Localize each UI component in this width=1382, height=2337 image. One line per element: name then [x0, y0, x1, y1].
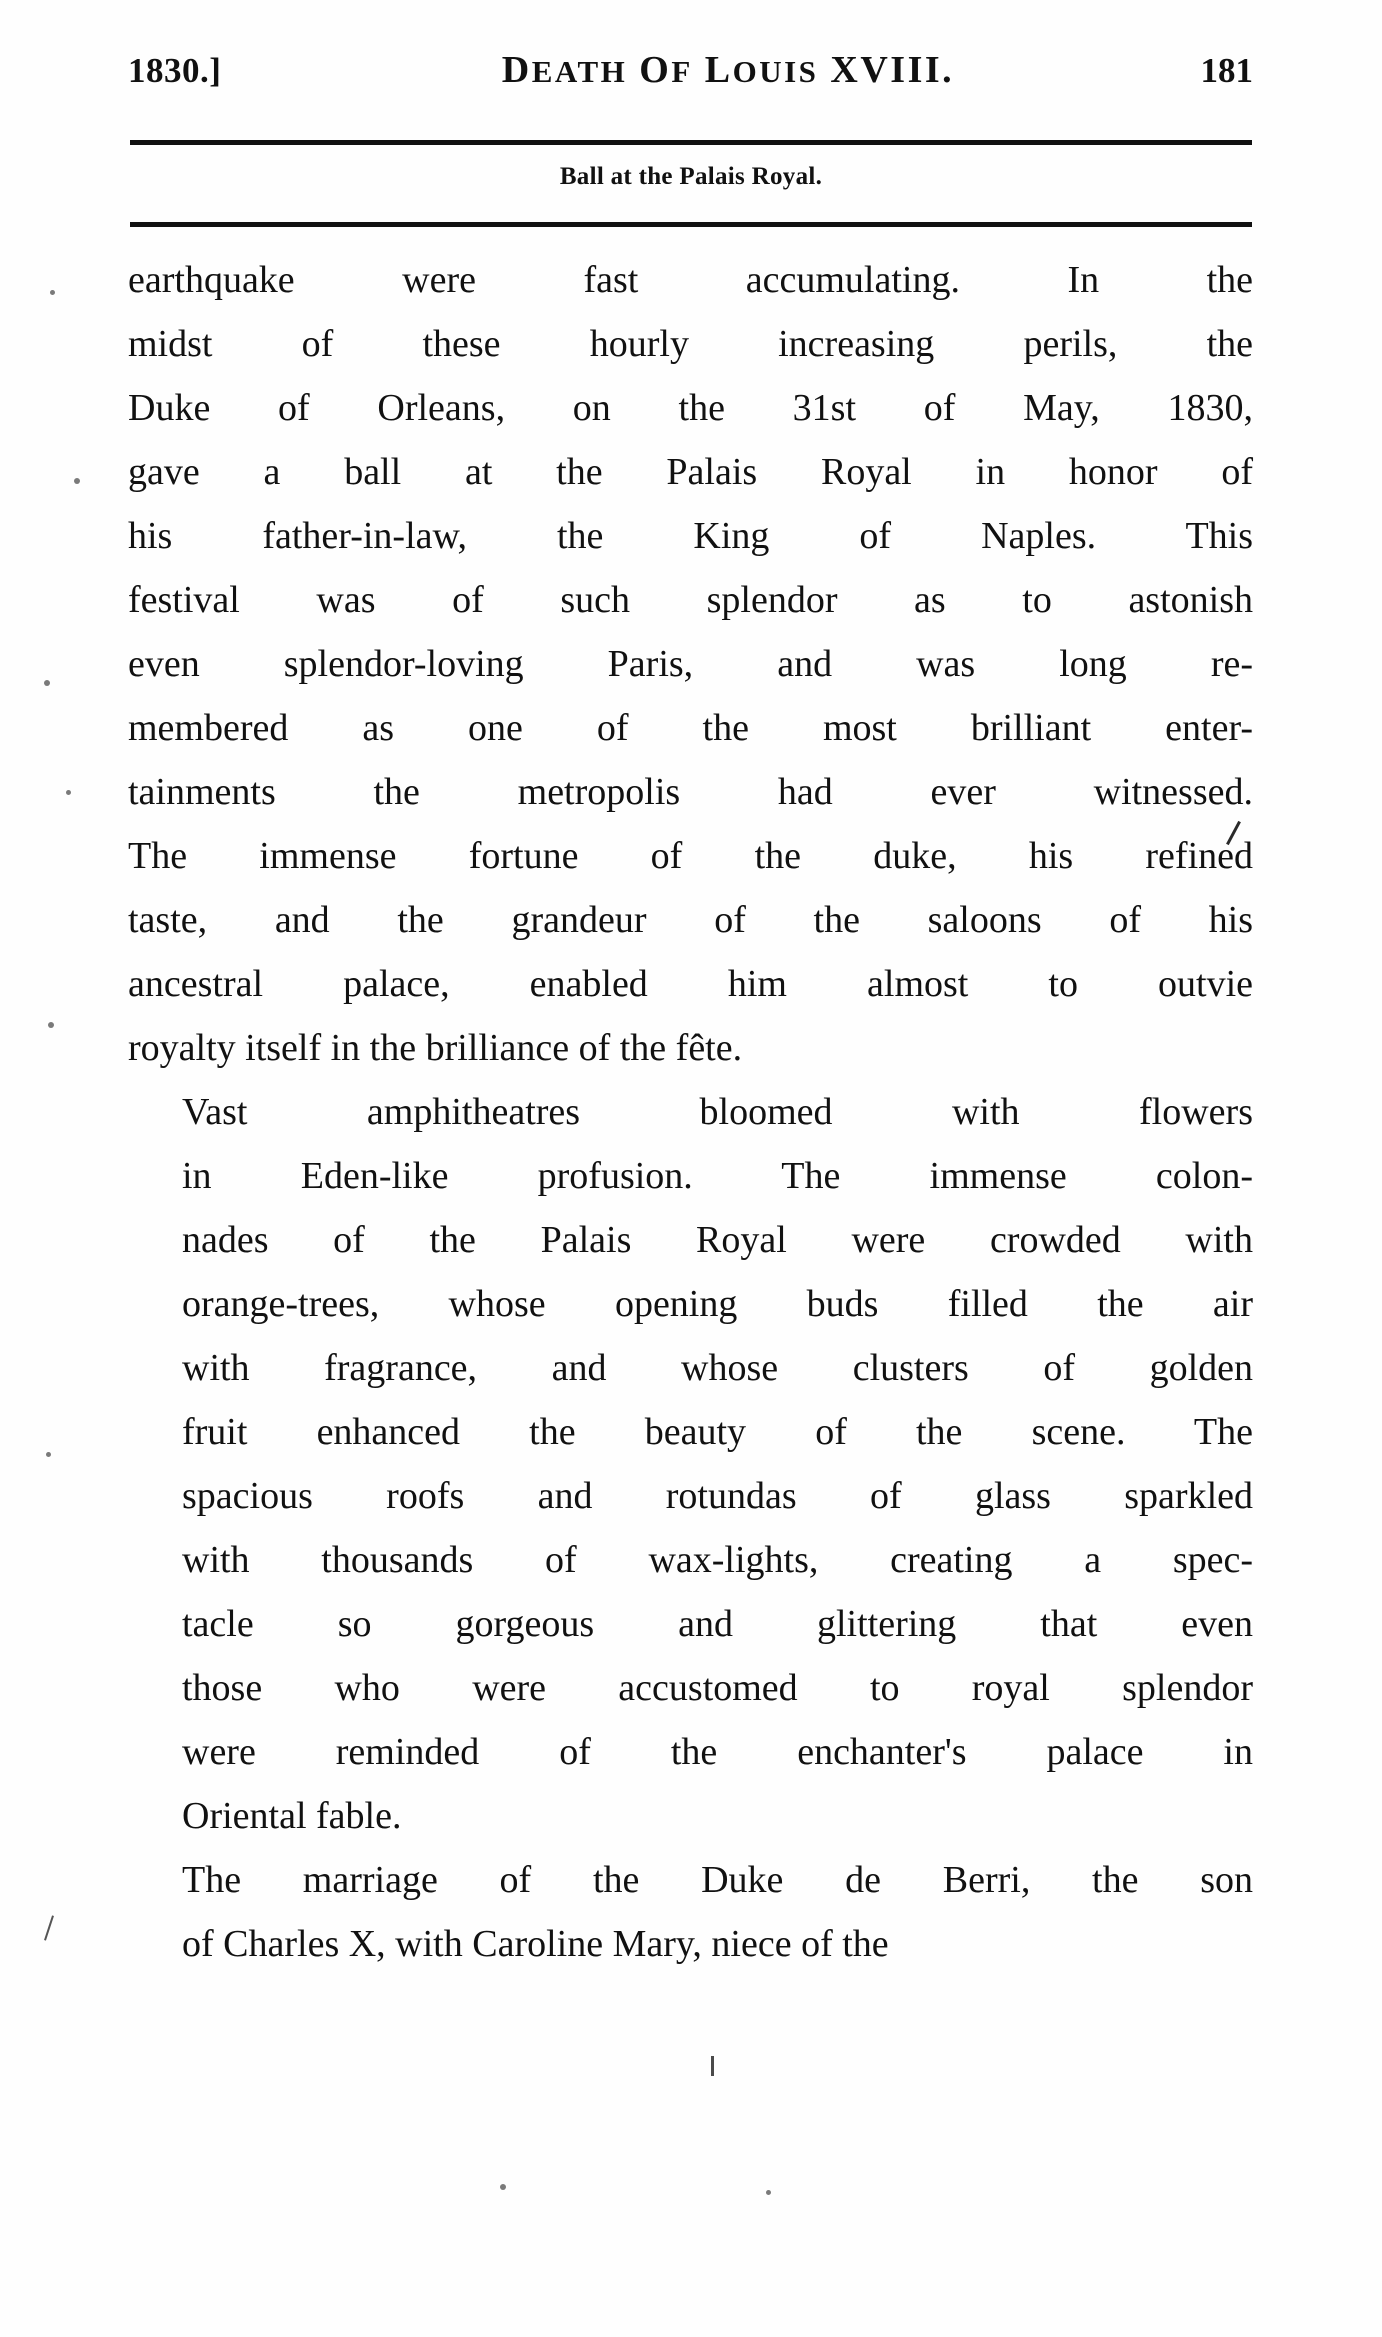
scan-speck — [44, 680, 50, 686]
scan-speck — [74, 478, 80, 484]
text-line: with fragrance, and whose clusters of golden — [182, 1347, 1253, 1389]
header-title-ouis: OUIS — [732, 54, 819, 89]
text-line: fruit enhanced the beauty of the scene. The — [182, 1411, 1253, 1453]
text-line: in Eden-like profusion. The immense colon- — [182, 1155, 1253, 1197]
text-line: gave a ball at the Palais Royal in honor of — [128, 451, 1253, 493]
header-title-eath: EATH — [531, 54, 628, 89]
text-line: were reminded of the enchanter's palace in — [182, 1731, 1253, 1773]
text-line: with thousands of wax-lights, creating a spec- — [182, 1539, 1253, 1581]
scan-speck — [66, 790, 71, 795]
text-line: spacious roofs and rotundas of glass sparkled — [182, 1475, 1253, 1517]
scan-artifact-tick — [711, 2056, 714, 2076]
paragraph-3 — [128, 1848, 1253, 1976]
text-line: tainments the metropolis had ever witnessed. — [128, 771, 1253, 813]
paragraph-1 — [128, 248, 1253, 1080]
scan-speck — [46, 1452, 51, 1457]
text-line: even splendor-loving Paris, and was long re- — [128, 643, 1253, 685]
scan-speck — [48, 1022, 54, 1028]
text-line: those who were accustomed to royal splendor — [182, 1667, 1253, 1709]
running-head — [128, 48, 1253, 92]
scan-speck — [500, 2184, 506, 2190]
text-line: ancestral palace, enabled him almost to outvie — [128, 963, 1253, 1005]
text-line: The marriage of the Duke de Berri, the son — [182, 1859, 1253, 1901]
header-rule-top — [130, 140, 1252, 145]
text-line: royalty itself in the brilliance of the fête. — [128, 1027, 743, 1069]
header-year: 1830.] — [128, 51, 222, 90]
text-line: of Charles X, with Caroline Mary, niece of the — [182, 1923, 889, 1965]
header-rule-bottom — [130, 222, 1252, 227]
page-title: DEATH OF LOUIS XVIII. — [501, 49, 955, 91]
text-line: his father-in-law, the King of Naples. This — [128, 515, 1253, 557]
text-line: Duke of Orleans, on the 31st of May, 1830, — [128, 387, 1253, 429]
header-title-numeral: XVIII. — [830, 49, 955, 91]
header-title-f: F — [671, 54, 693, 89]
section-subhead: Ball at the Palais Royal. — [559, 163, 823, 190]
text-line: orange-trees, whose opening buds filled the air — [182, 1283, 1253, 1325]
scan-speck — [50, 290, 55, 295]
text-line: nades of the Palais Royal were crowded with — [182, 1219, 1253, 1261]
text-line: tacle so gorgeous and glittering that even — [182, 1603, 1253, 1645]
text-line: midst of these hourly increasing perils, the — [128, 323, 1253, 365]
body-text — [128, 248, 1253, 1976]
text-line: taste, and the grandeur of the saloons of his — [128, 899, 1253, 941]
margin-pen-mark — [44, 1915, 54, 1940]
text-line: The immense fortune of the duke, his refined — [128, 835, 1253, 877]
text-line: earthquake were fast accumulating. In the — [128, 259, 1253, 301]
text-line: Vast amphitheatres bloomed with flowers — [182, 1091, 1253, 1133]
paragraph-2 — [128, 1080, 1253, 1848]
scan-speck — [766, 2190, 771, 2195]
text-line: membered as one of the most brilliant enter- — [128, 707, 1253, 749]
text-line: Oriental fable. — [182, 1795, 402, 1837]
text-line: festival was of such splendor as to astonish — [128, 579, 1253, 621]
page-number: 181 — [1200, 51, 1253, 90]
